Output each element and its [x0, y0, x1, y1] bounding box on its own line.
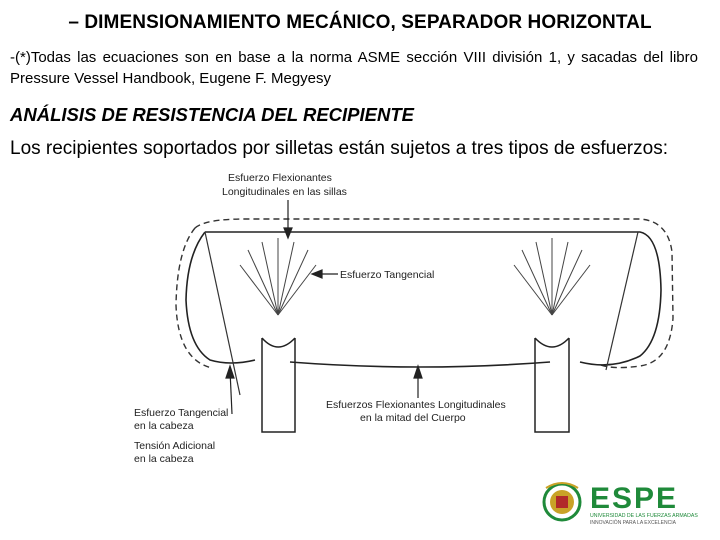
label-head-additional-2: en la cabeza	[134, 453, 194, 465]
espe-crest-icon	[544, 483, 580, 520]
section-heading: ANÁLISIS DE RESISTENCIA DEL RECIPIENTE	[10, 104, 414, 125]
label-saddle-2: Longitudinales en las sillas	[222, 186, 347, 198]
espe-logo	[540, 478, 712, 528]
label-head-tangential-2: en la cabeza	[134, 420, 194, 432]
logo-name: ESPE	[590, 482, 679, 515]
vessel-bottom-line	[290, 362, 550, 367]
left-saddle	[262, 338, 295, 432]
logo-tagline: INNOVACIÓN PARA LA EXCELENCIA	[590, 520, 676, 526]
right-head-line	[606, 232, 638, 370]
vessel-deformed-outline	[176, 219, 673, 368]
label-saddle-1: Esfuerzo Flexionantes	[228, 172, 332, 184]
label-tangential: Esfuerzo Tangencial	[340, 269, 435, 281]
page-title: – DIMENSIONAMIENTO MECÁNICO, SEPARADOR HORIZONTAL	[68, 12, 652, 33]
label-head-tangential-1: Esfuerzo Tangencial	[134, 407, 229, 419]
right-stress-fan	[514, 238, 590, 315]
label-head-additional-1: Tensión Adicional	[134, 440, 216, 452]
vessel-body	[186, 232, 661, 365]
section-intro: Los recipientes soportados por silletas están sujetos a tres tipos de esfuerzos:	[10, 138, 668, 159]
label-midspan-1: Esfuerzos Flexionantes Longitudinales	[326, 399, 506, 411]
logo-subtitle: UNIVERSIDAD DE LAS FUERZAS ARMADAS	[590, 513, 698, 519]
left-stress-fan	[240, 238, 316, 315]
left-head-line	[205, 232, 240, 395]
label-midspan-2: en la mitad del Cuerpo	[360, 412, 466, 424]
right-saddle	[535, 338, 569, 432]
source-note: -(*)Todas las ecuaciones son en base a la norma ASME sección VIII división 1, y sacadas del libro Pressure Vessel Handbook, Eugene F. Megyesy	[10, 49, 698, 87]
